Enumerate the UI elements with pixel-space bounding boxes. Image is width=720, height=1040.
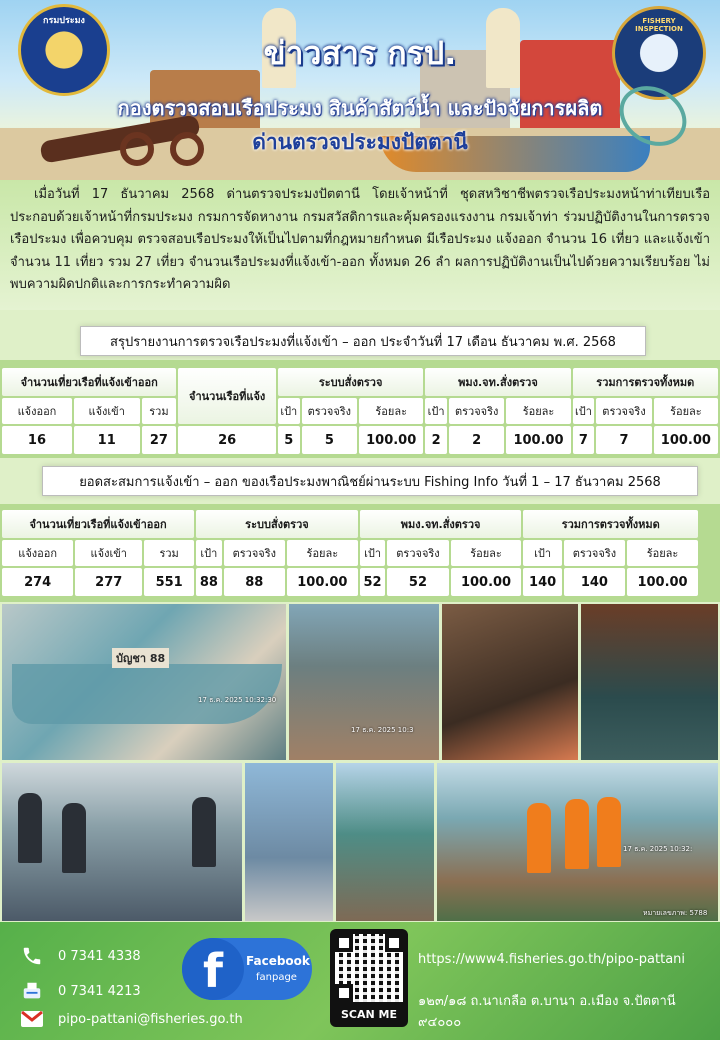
header-system: ระบบสั่งตรวจ (278, 368, 423, 396)
photo-timestamp: 17 ธ.ค. 2025 10:32: (623, 845, 693, 853)
subheader-actual: ตรวจจริง (224, 540, 285, 566)
photo-id: หมายเลขภาพ: 5788 (643, 909, 708, 917)
subheader-target: เป้า (425, 398, 447, 424)
photo-crew-lifejackets (437, 763, 718, 921)
table-cell: 27 (142, 426, 177, 454)
cannon-wheel (120, 132, 154, 166)
facebook-sub-label: fanpage (256, 972, 297, 983)
header-total: รวมการตรวจทั้งหมด (573, 368, 718, 396)
table-cell: 277 (75, 568, 142, 596)
header-trips: จำนวนเที่ยวเรือที่แจ้งเข้าออก (2, 510, 194, 538)
photo-mast-equipment (245, 763, 333, 921)
table-cell: 100.00 (451, 568, 522, 596)
photo-officers-checking (2, 763, 242, 921)
qr-finder (385, 934, 403, 952)
division-name: กองตรวจสอบเรือประมง สินค้าสัตว์น้ำ และปัจจัยการผลิต (117, 96, 603, 120)
phone-icon (20, 945, 44, 967)
daily-summary-caption: สรุปรายงานการตรวจเรือประมงที่แจ้งเข้า – ออก ประจำวันที่ 17 เดือน ธันวาคม พ.ศ. 2568 (80, 326, 646, 356)
table-cell: 140 (564, 568, 625, 596)
subheader-target: เป้า (523, 540, 561, 566)
table-cell: 7 (596, 426, 652, 454)
temple-image (520, 40, 620, 140)
office-address: ๑๒๓/๑๘ ถ.นาเกลือ ต.บานา อ.เมือง จ.ปัตตานี ๙๔๐๐๐ (418, 994, 676, 1030)
facebook-fanpage-badge[interactable] (182, 938, 312, 1000)
qr-finder (335, 984, 353, 1002)
subheader-out: แจ้งออก (2, 398, 72, 424)
subheader-percent: ร้อยละ (287, 540, 358, 566)
photo-timestamp: 17 ธ.ค. 2025 10:3 (351, 726, 414, 734)
header-banner (0, 0, 720, 180)
office-name: ด่านตรวจประมงปัตตานี (252, 130, 468, 154)
page-title: ข่าวสาร กรป. (263, 34, 457, 72)
header-boats: จำนวนเรือที่แจ้ง (178, 368, 276, 424)
table-cell: 100.00 (506, 426, 570, 454)
officer-figure (18, 793, 42, 863)
table-cell: 26 (178, 426, 276, 454)
header-total: รวมการตรวจทั้งหมด (523, 510, 698, 538)
crew-figure (527, 803, 551, 873)
subheader-actual: ตรวจจริง (449, 398, 505, 424)
gmail-icon (20, 1008, 44, 1030)
subheader-percent: ร้อยละ (654, 398, 718, 424)
table-cell: 2 (425, 426, 447, 454)
scan-me-label: SCAN ME (340, 1008, 397, 1021)
phone-contact (20, 945, 141, 967)
table-cell: 88 (196, 568, 222, 596)
table-cell: 100.00 (359, 426, 423, 454)
facebook-label: Facebook (246, 954, 310, 968)
officer-figure (192, 797, 216, 867)
subheader-target: เป้า (196, 540, 222, 566)
table-cell: 5 (302, 426, 358, 454)
facebook-icon: f (182, 938, 244, 1000)
table-cell: 52 (360, 568, 386, 596)
subheader-sum: รวม (144, 540, 194, 566)
cumulative-summary-caption: ยอดสะสมการแจ้งเข้า – ออก ของเรือประมงพาณิชย์ผ่านระบบ Fishing Info วันที่ 1 – 17 ธันวาคม 2568 (42, 466, 698, 496)
subheader-actual: ตรวจจริง (387, 540, 448, 566)
table-cell: 100.00 (654, 426, 718, 454)
photo-boat-hull (2, 604, 286, 760)
email-address[interactable]: pipo-pattani@fisheries.go.th (58, 1011, 243, 1027)
photo-timestamp: 17 ธ.ค. 2025 10:32:30 (198, 696, 277, 704)
boat-hull-shape (12, 664, 282, 724)
subheader-actual: ตรวจจริง (564, 540, 625, 566)
subheader-in: แจ้งเข้า (74, 398, 140, 424)
officer-figure (62, 803, 86, 873)
news-body (0, 180, 720, 310)
subheader-sum: รวม (142, 398, 177, 424)
qr-finder (335, 934, 353, 952)
header-trips: จำนวนเที่ยวเรือที่แจ้งเข้าออก (2, 368, 176, 396)
table-cell: 16 (2, 426, 72, 454)
subheader-percent: ร้อยละ (627, 540, 698, 566)
subheader-target: เป้า (573, 398, 595, 424)
table-cell: 274 (2, 568, 73, 596)
table-cell: 100.00 (627, 568, 698, 596)
table-cell: 5 (278, 426, 300, 454)
header-pmng: พมง.จท.สั่งตรวจ (425, 368, 570, 396)
email-contact (20, 1008, 243, 1030)
header-system: ระบบสั่งตรวจ (196, 510, 358, 538)
website-link[interactable]: https://www4.fisheries.go.th/pipo-pattani (418, 952, 686, 967)
table-cell: 100.00 (287, 568, 358, 596)
subheader-out: แจ้งออก (2, 540, 73, 566)
subheader-target: เป้า (278, 398, 300, 424)
table-cell: 551 (144, 568, 194, 596)
hull-number: บัญชา 88 (112, 648, 169, 668)
fax-number[interactable]: 0 7341 4213 (58, 983, 141, 999)
photo-fishing-gear (442, 604, 578, 760)
phone-number[interactable]: 0 7341 4338 (58, 948, 141, 964)
table-cell: 7 (573, 426, 595, 454)
subheader-in: แจ้งเข้า (75, 540, 142, 566)
department-of-fisheries-logo: กรมประมง (18, 4, 110, 96)
news-paragraph: เมื่อวันที่ 17 ธันวาคม 2568 ด่านตรวจประมงปัตตานี โดยเจ้าหน้าที่ ชุดสหวิชาชีพตรวจเรือประมงหน้าท่าเทียบเรือ ประกอบด้วยเจ้าหน้าที่กรมประมง กรมการจัดหางาน กรมสวัสดิการและคุ้มครองแรงงาน กรมเจ้าท่า ร่วมปฏิบัติงานในการตรวจเรือประมง เพื่อควบคุม ตรวจสอบเรือประมงให้เป็นไปตามที่กฎหมายกำหนด มีเรือประมง แจ้งออก จำนวน 16 เที่ยว และแจ้งเข้าจำนวน 11 เที่ยว รวม 27 เที่ยว จำนวนเรือประมงที่แจ้งเข้า-ออก ทั้งหมด 26 ลำ ผลการปฏิบัติงานเป็นไปด้วยความเรียบร้อย ไม่พบความผิดปกติและการกระทำความผิด (10, 187, 710, 292)
crew-figure (597, 797, 621, 867)
table-cell: 2 (449, 426, 505, 454)
photo-deck-winch (289, 604, 439, 760)
subheader-percent: ร้อยละ (451, 540, 522, 566)
fishery-inspection-logo: FISHERY INSPECTION (612, 6, 706, 100)
header-pmng: พมง.จท.สั่งตรวจ (360, 510, 522, 538)
photo-net-hold (581, 604, 718, 760)
subheader-actual: ตรวจจริง (596, 398, 652, 424)
cumulative-summary-table (0, 508, 700, 598)
subheader-target: เป้า (360, 540, 386, 566)
subheader-actual: ตรวจจริง (302, 398, 358, 424)
table-cell: 52 (387, 568, 448, 596)
photo-vessel-deck (336, 763, 434, 921)
table-cell: 140 (523, 568, 561, 596)
fax-contact (20, 980, 141, 1002)
fax-icon (20, 980, 44, 1002)
crew-figure (565, 799, 589, 869)
subheader-percent: ร้อยละ (506, 398, 570, 424)
qr-code[interactable] (330, 929, 408, 1027)
table-cell: 88 (224, 568, 285, 596)
table-cell: 11 (74, 426, 140, 454)
daily-summary-table (0, 366, 720, 456)
subheader-percent: ร้อยละ (359, 398, 423, 424)
qr-code-icon (335, 934, 403, 1002)
